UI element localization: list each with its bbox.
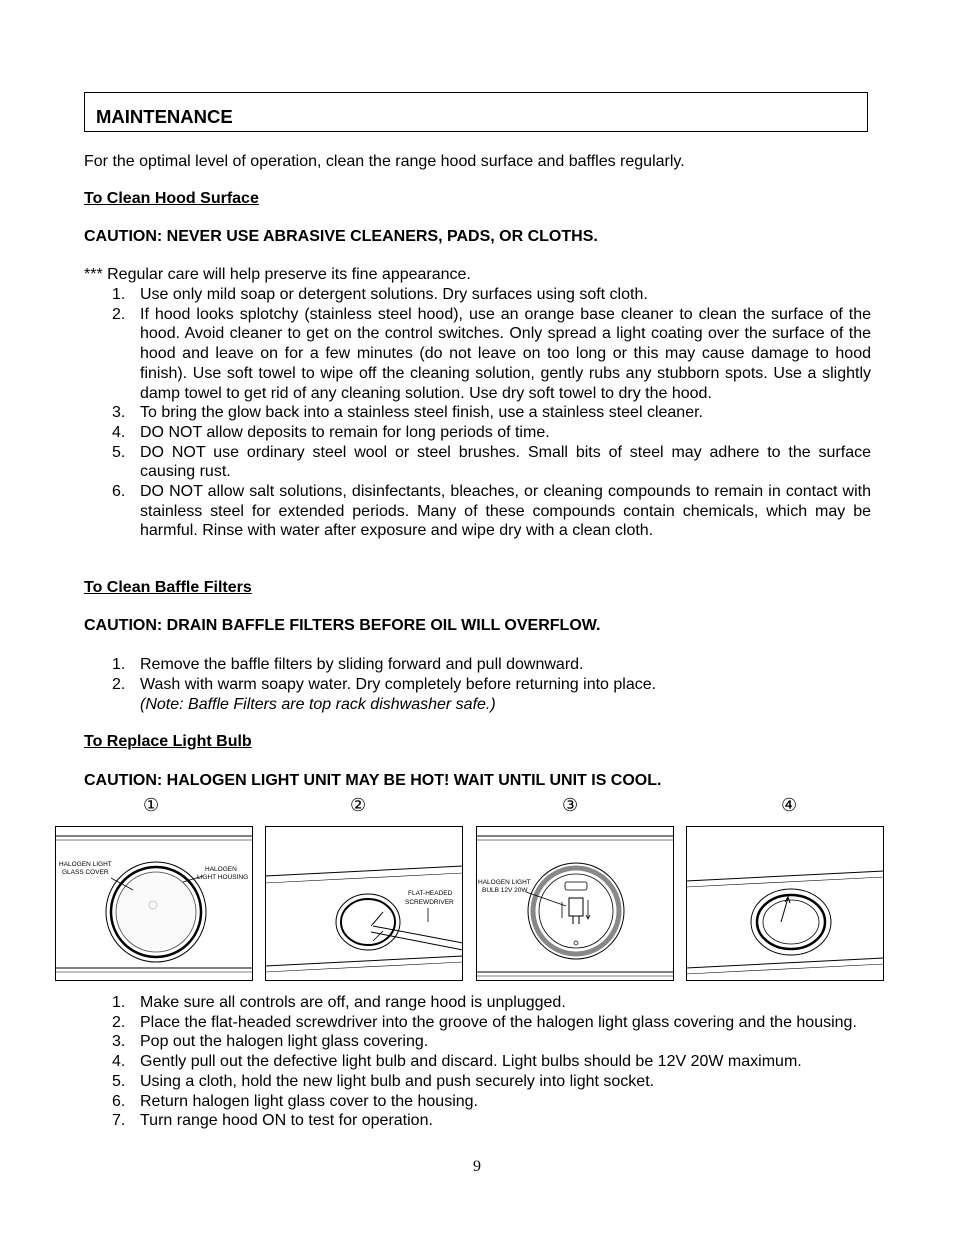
list-item-text: Using a cloth, hold the new light bulb and push securely into light socket. [140,1072,655,1090]
screwdriver-label-line1: FLAT-HEADED [408,890,453,897]
list-item-number: 5. [112,443,126,461]
list-item [84,1013,871,1033]
list-item-text: Remove the baffle filters by sliding forward and pull downward. [140,656,584,673]
intro-text: For the optimal level of operation, clean the range hood surface and baffles regularly. [84,153,685,170]
list-item-number: 4. [112,1053,126,1071]
baffle-note: (Note: Baffle Filters are top rack dishwasher safe.) [140,696,496,713]
list-item-number: 6. [112,1092,126,1110]
list-item-number: 6. [112,483,126,501]
step-marker-1: ① [143,795,160,816]
list-item-text: Return halogen light glass cover to the housing. [140,1092,478,1110]
figure-step-1-drawing [55,826,253,981]
list-item-text: To bring the glow back into a stainless steel finish, use a stainless steel cleaner. [140,404,703,422]
bulb-heading: To Replace Light Bulb [84,733,252,750]
list-item-number: 4. [112,423,126,441]
screwdriver-label-line2: SCREWDRIVER [405,899,454,906]
list-item [84,423,871,443]
list-item-text: DO NOT use ordinary steel wool or steel brushes. Small bits of steel may adhere to the surface causing rust. [140,443,871,481]
bulb-label-line2: BULB 12V 20W [482,887,528,894]
section-title-box [84,92,868,132]
list-item-number: 2. [112,1013,126,1031]
list-item [84,305,871,404]
list-item [84,443,871,482]
hood-surface-steps [84,285,871,541]
list-item [84,993,871,1013]
figure-step-2-drawing [265,826,463,981]
list-item-number: 1. [112,286,126,303]
list-item [84,403,871,423]
bulb-steps [84,993,871,1131]
list-item-text: If hood looks splotchy (stainless steel hood), use an orange base cleaner to clean the surface of the hood. Avoid cleaner to get on the control switches. Only spread a light coating over the surface of the hood and leave on for a few minutes (do not leave on too long or this may cause damage to hood finish). Use soft towel to wipe off the cleaning solution, gently rubs any stubborn spots. Use a slightly damp towel to get rid of any cleaning solution. Use dry soft towel to dry the hood. [140,305,871,402]
list-item [84,1032,871,1052]
list-item [84,1052,871,1072]
section-title: MAINTENANCE [96,106,233,127]
glass-cover-label-line1: HALOGEN LIGHT [59,861,112,868]
list-item-number: 2. [112,675,126,693]
figure-step-1 [55,826,253,981]
list-item-number: 5. [112,1072,126,1090]
step-marker-2: ② [350,795,367,816]
list-item-number: 1. [112,994,126,1011]
list-item-number: 2. [112,305,126,323]
list-item-number: 3. [112,1033,126,1051]
baffle-heading: To Clean Baffle Filters [84,579,252,596]
list-item-text: DO NOT allow deposits to remain for long periods of time. [140,423,550,441]
list-item [84,1072,871,1092]
page-number: 9 [473,1158,481,1175]
list-item-number: 1. [112,656,126,673]
bulb-caution: CAUTION: HALOGEN LIGHT UNIT MAY BE HOT! WAIT UNTIL UNIT IS COOL. [84,772,662,789]
housing-label-line1: HALOGEN [205,866,237,873]
hood-surface-heading: To Clean Hood Surface [84,190,259,207]
glass-cover-label-line2: GLASS COVER [62,869,109,876]
list-item-text: Wash with warm soapy water. Dry completely before returning into place. [140,675,657,693]
step-marker-3: ③ [562,795,579,816]
list-item [84,285,871,305]
list-item-text: Use only mild soap or detergent solutions. Dry surfaces using soft cloth. [140,286,648,303]
list-item-text: Turn range hood ON to test for operation. [140,1112,433,1130]
housing-label-line2: LIGHT HOUSING [197,874,249,881]
figure-step-4-drawing [686,826,884,981]
baffle-steps [84,655,871,694]
list-item-text: Gently pull out the defective light bulb and discard. Light bulbs should be 12V 20W maximum. [140,1053,802,1071]
list-item [84,675,871,695]
figure-step-3 [476,826,674,981]
figure-step-3-drawing [476,826,674,981]
list-item [84,1111,871,1131]
hood-surface-note: *** Regular care will help preserve its fine appearance. [84,266,471,283]
list-item [84,1092,871,1112]
list-item-text: Pop out the halogen light glass covering. [140,1033,429,1051]
hood-surface-caution: CAUTION: NEVER USE ABRASIVE CLEANERS, PADS, OR CLOTHS. [84,228,598,245]
list-item [84,655,871,675]
bulb-label-line1: HALOGEN LIGHT [478,879,531,886]
figure-step-2 [265,826,463,981]
list-item-text: DO NOT allow salt solutions, disinfectants, bleaches, or cleaning compounds to remain in contact with stainless steel for extended periods. Many of these compounds contain chemicals, which may be harmful. Rinse with water after exposure and wipe dry with a clean cloth. [140,483,871,540]
baffle-caution: CAUTION: DRAIN BAFFLE FILTERS BEFORE OIL WILL OVERFLOW. [84,617,601,634]
list-item-text: Make sure all controls are off, and range hood is unplugged. [140,994,566,1011]
list-item [84,482,871,541]
list-item-text: Place the flat-headed screwdriver into the groove of the halogen light glass covering and the housing. [140,1013,857,1031]
step-marker-4: ④ [781,795,798,816]
list-item-number: 7. [112,1112,126,1130]
list-item-number: 3. [112,404,126,422]
figure-step-4 [686,826,884,981]
